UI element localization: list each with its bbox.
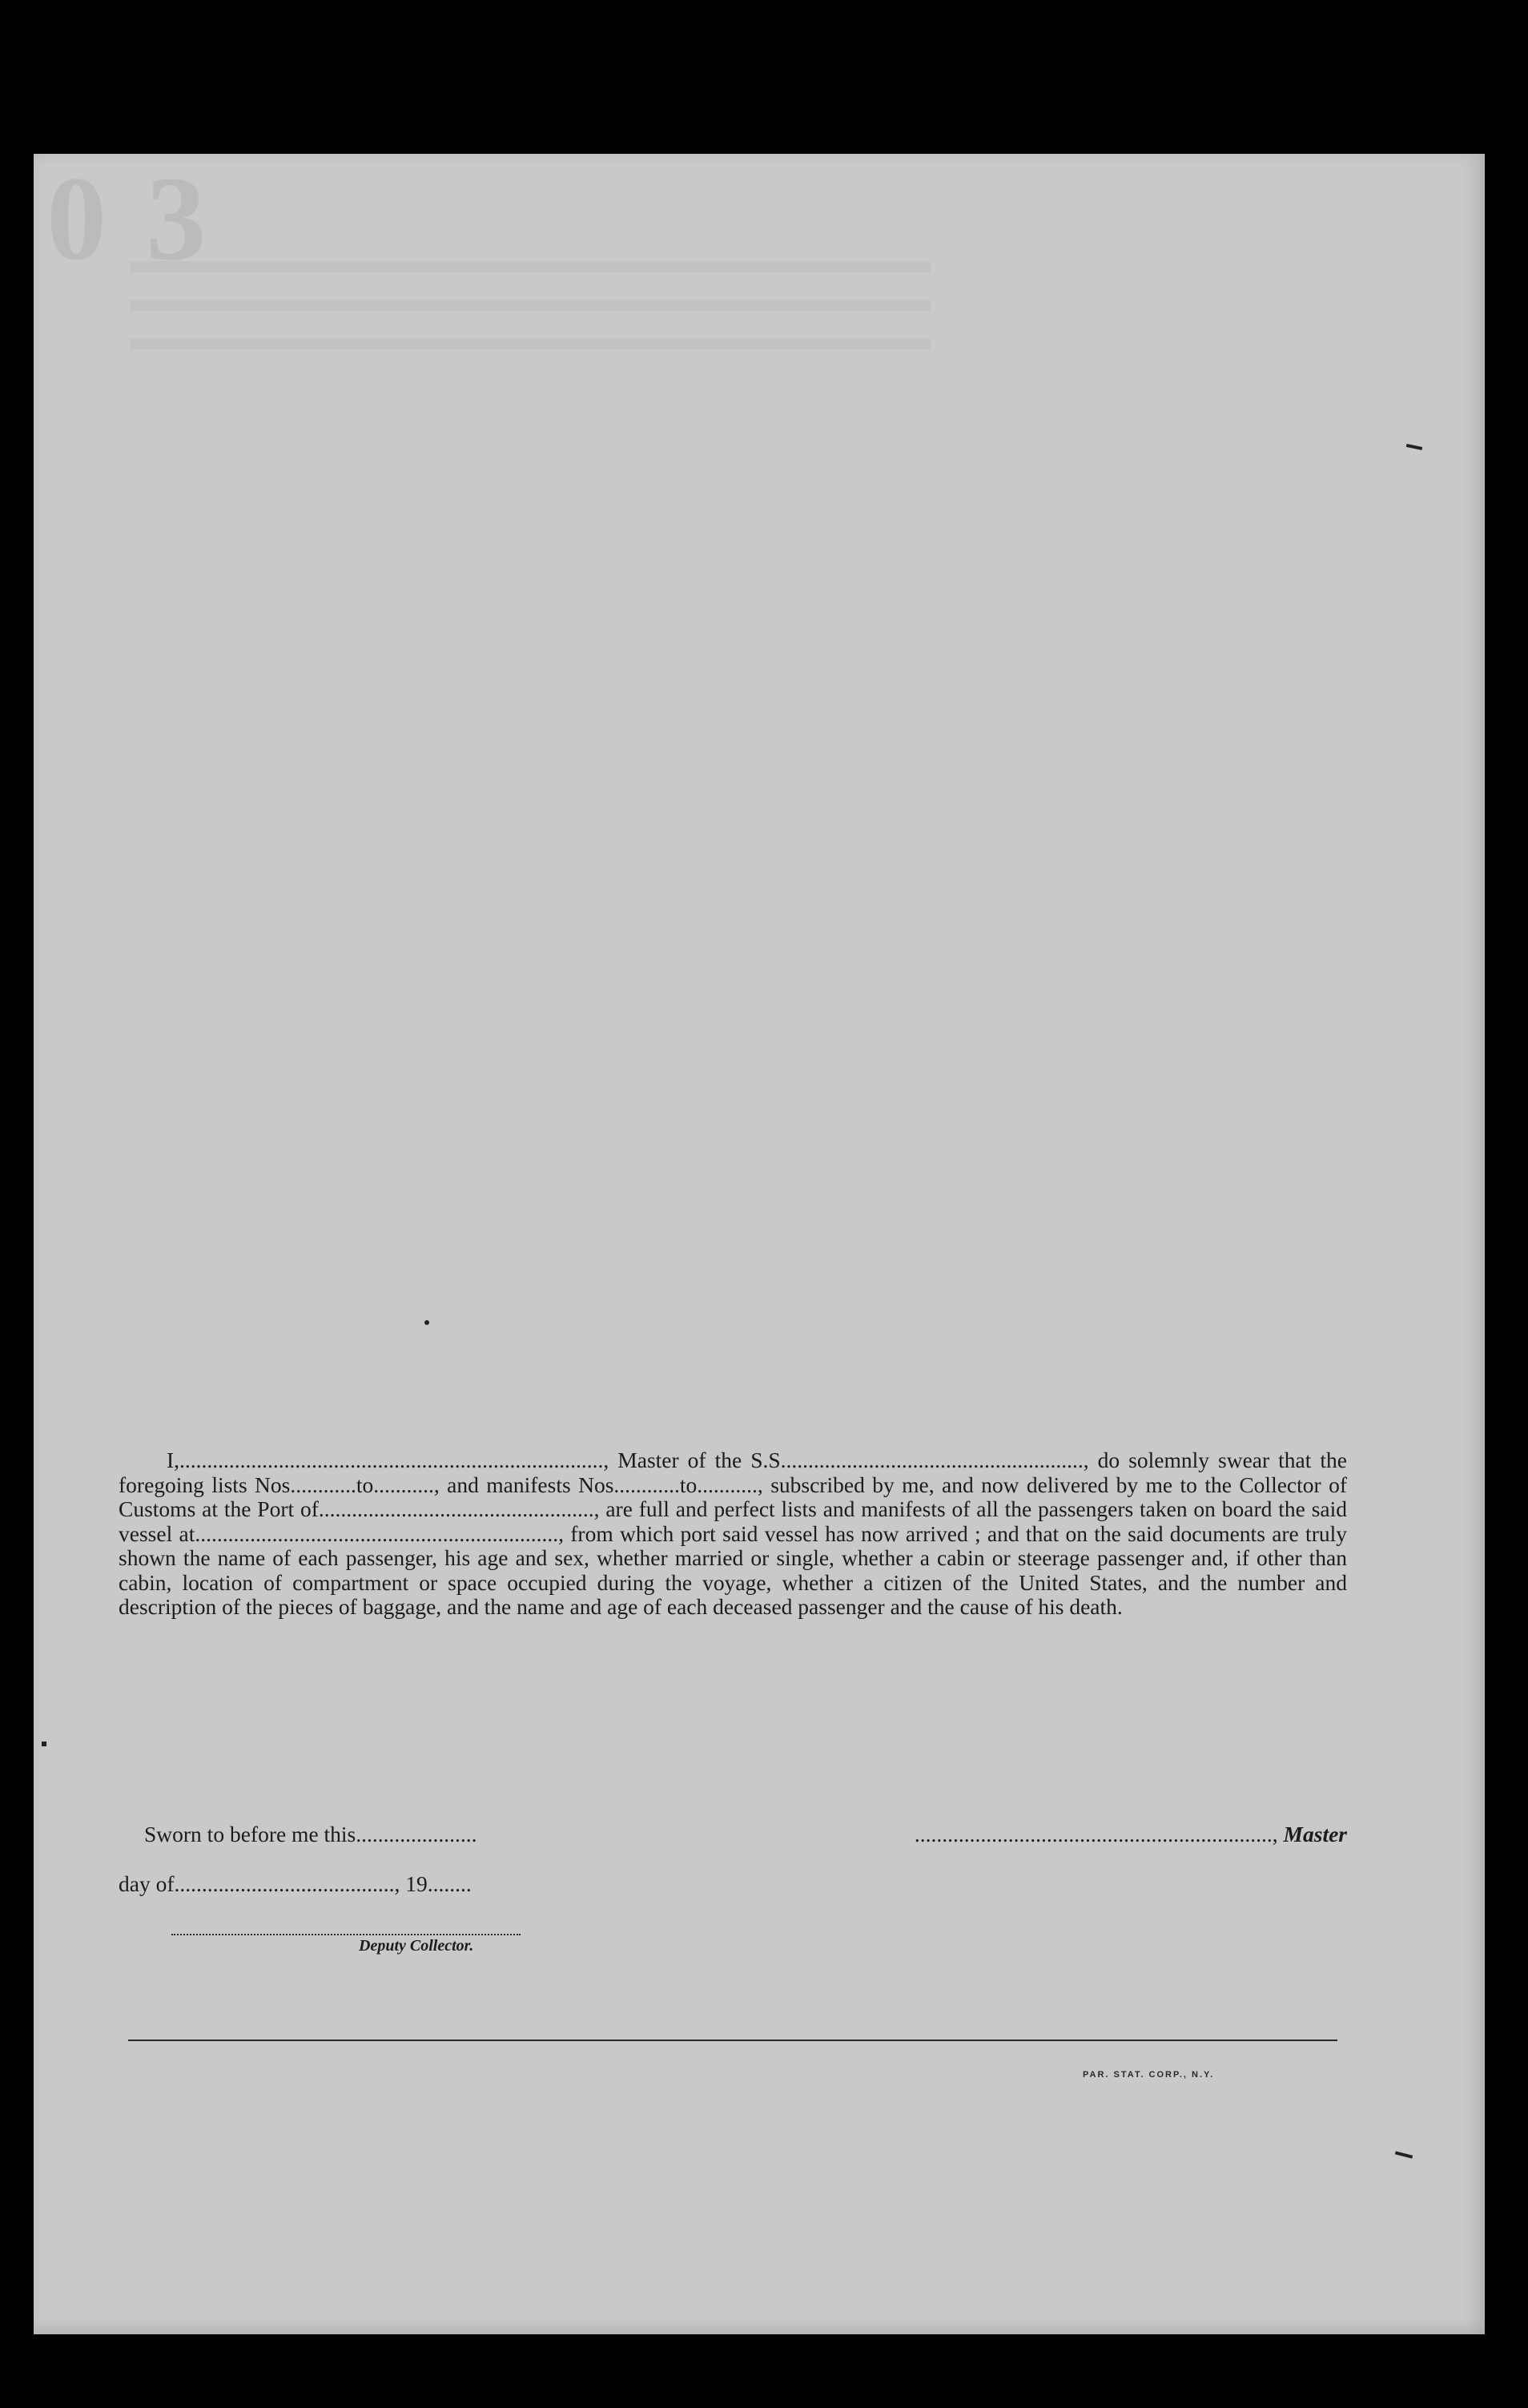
bleed-through-mark: 0 3 [46, 152, 211, 285]
deputy-collector-label: Deputy Collector. [359, 1937, 474, 1955]
master-signature-dots: ................................................................., [914, 1822, 1278, 1846]
deputy-signature-line [171, 1923, 521, 1935]
master-signature-line [915, 1822, 1347, 1847]
oath-text: I,............................................................................., Master of the S.S......................................................., do solemnly swear that the foregoing lists Nos............to..........., and manifests Nos............to..........., subscribed by me, and now delivered by me to the Collector of Customs at the Port of.................................................., are full and perfect lists and manifests of all the passengers taken on board the said vessel at.................................................................., from which port said vessel has now arrived ; and that on the said documents are truly shown the name of each passenger, his age and sex, whether married or single, whether a cabin or steerage passenger and, if other than cabin, location of compartment or space occupied during the voyage, whether a citizen of the United States, and the number and description of the pieces of baggage, and the name and age of each deceased passenger and the cause of his death. [119, 1448, 1347, 1619]
sworn-before-line: Sworn to before me this...................... [144, 1822, 477, 1846]
master-oath-paragraph [119, 1448, 1347, 1620]
printer-imprint: PAR. STAT. CORP., N.Y. [1083, 2070, 1215, 2080]
scan-mark [424, 1320, 429, 1325]
date-line: day of........................................, 19........ [119, 1871, 472, 1896]
bleed-through-lines [130, 234, 931, 377]
scan-mark [42, 1742, 46, 1746]
master-label: Master [1283, 1822, 1347, 1846]
footer-rule [128, 2040, 1337, 2041]
manifest-page [34, 154, 1485, 2334]
